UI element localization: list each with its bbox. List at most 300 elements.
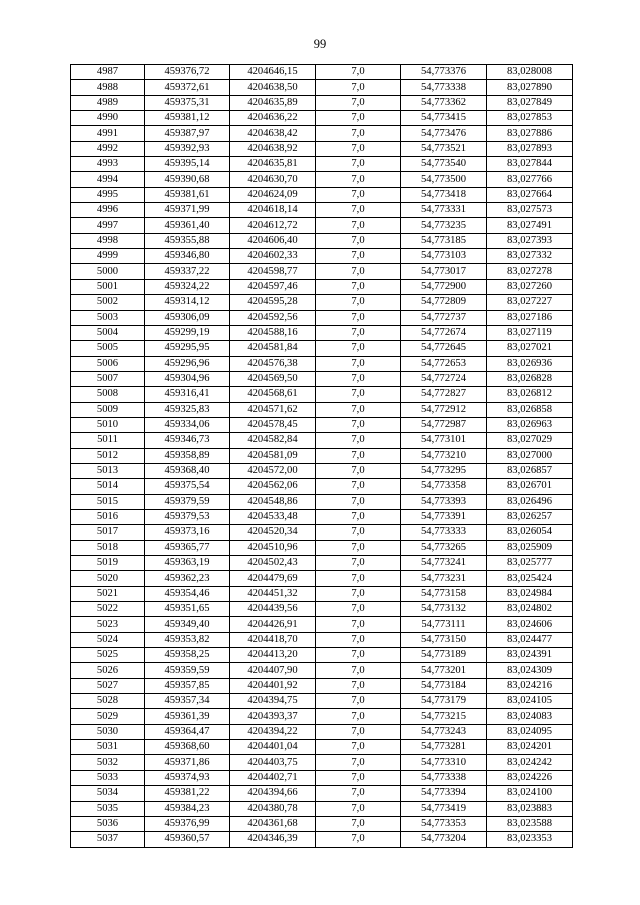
y-coordinate-cell: 4204597,46 bbox=[230, 279, 316, 294]
y-coordinate-cell: 4204502,43 bbox=[230, 556, 316, 571]
height-cell: 7,0 bbox=[316, 602, 401, 617]
y-coordinate-cell: 4204568,61 bbox=[230, 387, 316, 402]
latitude-cell: 54,773376 bbox=[401, 65, 487, 80]
y-coordinate-cell: 4204394,22 bbox=[230, 724, 316, 739]
longitude-cell: 83,024242 bbox=[487, 755, 573, 770]
point-number-cell: 5004 bbox=[71, 325, 145, 340]
y-coordinate-cell: 4204578,45 bbox=[230, 417, 316, 432]
table-row bbox=[71, 172, 573, 187]
longitude-cell: 83,024391 bbox=[487, 648, 573, 663]
height-cell: 7,0 bbox=[316, 709, 401, 724]
latitude-cell: 54,773241 bbox=[401, 556, 487, 571]
table-row bbox=[71, 356, 573, 371]
table-row bbox=[71, 249, 573, 264]
longitude-cell: 83,024984 bbox=[487, 586, 573, 601]
height-cell: 7,0 bbox=[316, 770, 401, 785]
point-number-cell: 5003 bbox=[71, 310, 145, 325]
x-coordinate-cell: 459346,80 bbox=[145, 249, 230, 264]
latitude-cell: 54,773103 bbox=[401, 249, 487, 264]
y-coordinate-cell: 4204418,70 bbox=[230, 632, 316, 647]
longitude-cell: 83,026701 bbox=[487, 479, 573, 494]
longitude-cell: 83,027119 bbox=[487, 325, 573, 340]
latitude-cell: 54,773419 bbox=[401, 801, 487, 816]
point-number-cell: 5010 bbox=[71, 417, 145, 432]
table-row bbox=[71, 233, 573, 248]
x-coordinate-cell: 459384,23 bbox=[145, 801, 230, 816]
height-cell: 7,0 bbox=[316, 187, 401, 202]
height-cell: 7,0 bbox=[316, 571, 401, 586]
x-coordinate-cell: 459375,31 bbox=[145, 95, 230, 110]
y-coordinate-cell: 4204571,62 bbox=[230, 402, 316, 417]
y-coordinate-cell: 4204635,89 bbox=[230, 95, 316, 110]
table-row bbox=[71, 816, 573, 831]
height-cell: 7,0 bbox=[316, 525, 401, 540]
y-coordinate-cell: 4204394,75 bbox=[230, 694, 316, 709]
point-number-cell: 5005 bbox=[71, 341, 145, 356]
latitude-cell: 54,773338 bbox=[401, 80, 487, 95]
x-coordinate-cell: 459376,72 bbox=[145, 65, 230, 80]
height-cell: 7,0 bbox=[316, 632, 401, 647]
table-row bbox=[71, 80, 573, 95]
table-row bbox=[71, 157, 573, 172]
y-coordinate-cell: 4204401,92 bbox=[230, 678, 316, 693]
x-coordinate-cell: 459357,85 bbox=[145, 678, 230, 693]
point-number-cell: 5011 bbox=[71, 433, 145, 448]
height-cell: 7,0 bbox=[316, 126, 401, 141]
table-row bbox=[71, 371, 573, 386]
height-cell: 7,0 bbox=[316, 80, 401, 95]
table-row bbox=[71, 586, 573, 601]
table-row bbox=[71, 387, 573, 402]
x-coordinate-cell: 459355,88 bbox=[145, 233, 230, 248]
longitude-cell: 83,027664 bbox=[487, 187, 573, 202]
point-number-cell: 4992 bbox=[71, 141, 145, 156]
y-coordinate-cell: 4204592,56 bbox=[230, 310, 316, 325]
table-row bbox=[71, 724, 573, 739]
point-number-cell: 5006 bbox=[71, 356, 145, 371]
longitude-cell: 83,026963 bbox=[487, 417, 573, 432]
x-coordinate-cell: 459324,22 bbox=[145, 279, 230, 294]
table-row bbox=[71, 402, 573, 417]
height-cell: 7,0 bbox=[316, 402, 401, 417]
point-number-cell: 5026 bbox=[71, 663, 145, 678]
table-row bbox=[71, 740, 573, 755]
x-coordinate-cell: 459353,82 bbox=[145, 632, 230, 647]
latitude-cell: 54,773189 bbox=[401, 648, 487, 663]
y-coordinate-cell: 4204380,78 bbox=[230, 801, 316, 816]
longitude-cell: 83,027227 bbox=[487, 295, 573, 310]
y-coordinate-cell: 4204582,84 bbox=[230, 433, 316, 448]
longitude-cell: 83,027260 bbox=[487, 279, 573, 294]
x-coordinate-cell: 459371,99 bbox=[145, 203, 230, 218]
x-coordinate-cell: 459361,40 bbox=[145, 218, 230, 233]
latitude-cell: 54,773310 bbox=[401, 755, 487, 770]
point-number-cell: 5036 bbox=[71, 816, 145, 831]
x-coordinate-cell: 459379,59 bbox=[145, 494, 230, 509]
point-number-cell: 5027 bbox=[71, 678, 145, 693]
point-number-cell: 5013 bbox=[71, 463, 145, 478]
latitude-cell: 54,773215 bbox=[401, 709, 487, 724]
height-cell: 7,0 bbox=[316, 556, 401, 571]
point-number-cell: 5023 bbox=[71, 617, 145, 632]
x-coordinate-cell: 459373,16 bbox=[145, 525, 230, 540]
table-row bbox=[71, 770, 573, 785]
latitude-cell: 54,773150 bbox=[401, 632, 487, 647]
latitude-cell: 54,773362 bbox=[401, 95, 487, 110]
latitude-cell: 54,773353 bbox=[401, 816, 487, 831]
longitude-cell: 83,026812 bbox=[487, 387, 573, 402]
x-coordinate-cell: 459360,57 bbox=[145, 832, 230, 847]
x-coordinate-cell: 459364,47 bbox=[145, 724, 230, 739]
point-number-cell: 4998 bbox=[71, 233, 145, 248]
longitude-cell: 83,024105 bbox=[487, 694, 573, 709]
latitude-cell: 54,773243 bbox=[401, 724, 487, 739]
height-cell: 7,0 bbox=[316, 540, 401, 555]
latitude-cell: 54,773295 bbox=[401, 463, 487, 478]
x-coordinate-cell: 459361,39 bbox=[145, 709, 230, 724]
table-row bbox=[71, 203, 573, 218]
point-number-cell: 5030 bbox=[71, 724, 145, 739]
x-coordinate-cell: 459376,99 bbox=[145, 816, 230, 831]
x-coordinate-cell: 459381,12 bbox=[145, 111, 230, 126]
x-coordinate-cell: 459375,54 bbox=[145, 479, 230, 494]
longitude-cell: 83,027849 bbox=[487, 95, 573, 110]
longitude-cell: 83,027393 bbox=[487, 233, 573, 248]
longitude-cell: 83,028008 bbox=[487, 65, 573, 80]
x-coordinate-cell: 459365,77 bbox=[145, 540, 230, 555]
table-row bbox=[71, 218, 573, 233]
latitude-cell: 54,773476 bbox=[401, 126, 487, 141]
y-coordinate-cell: 4204533,48 bbox=[230, 509, 316, 524]
table-row bbox=[71, 525, 573, 540]
table-row bbox=[71, 556, 573, 571]
y-coordinate-cell: 4204402,71 bbox=[230, 770, 316, 785]
latitude-cell: 54,773418 bbox=[401, 187, 487, 202]
longitude-cell: 83,023353 bbox=[487, 832, 573, 847]
point-number-cell: 4993 bbox=[71, 157, 145, 172]
latitude-cell: 54,772645 bbox=[401, 341, 487, 356]
y-coordinate-cell: 4204572,00 bbox=[230, 463, 316, 478]
point-number-cell: 5033 bbox=[71, 770, 145, 785]
point-number-cell: 4996 bbox=[71, 203, 145, 218]
height-cell: 7,0 bbox=[316, 417, 401, 432]
table-row bbox=[71, 479, 573, 494]
height-cell: 7,0 bbox=[316, 387, 401, 402]
latitude-cell: 54,773111 bbox=[401, 617, 487, 632]
latitude-cell: 54,773333 bbox=[401, 525, 487, 540]
latitude-cell: 54,772900 bbox=[401, 279, 487, 294]
longitude-cell: 83,027491 bbox=[487, 218, 573, 233]
height-cell: 7,0 bbox=[316, 295, 401, 310]
height-cell: 7,0 bbox=[316, 249, 401, 264]
y-coordinate-cell: 4204401,04 bbox=[230, 740, 316, 755]
y-coordinate-cell: 4204346,39 bbox=[230, 832, 316, 847]
y-coordinate-cell: 4204595,28 bbox=[230, 295, 316, 310]
y-coordinate-cell: 4204581,09 bbox=[230, 448, 316, 463]
x-coordinate-cell: 459334,06 bbox=[145, 417, 230, 432]
table-row bbox=[71, 310, 573, 325]
y-coordinate-cell: 4204646,15 bbox=[230, 65, 316, 80]
latitude-cell: 54,772987 bbox=[401, 417, 487, 432]
table-row bbox=[71, 111, 573, 126]
table-row bbox=[71, 494, 573, 509]
latitude-cell: 54,772827 bbox=[401, 387, 487, 402]
point-number-cell: 5019 bbox=[71, 556, 145, 571]
longitude-cell: 83,023883 bbox=[487, 801, 573, 816]
height-cell: 7,0 bbox=[316, 65, 401, 80]
height-cell: 7,0 bbox=[316, 663, 401, 678]
y-coordinate-cell: 4204426,91 bbox=[230, 617, 316, 632]
x-coordinate-cell: 459371,86 bbox=[145, 755, 230, 770]
x-coordinate-cell: 459299,19 bbox=[145, 325, 230, 340]
table-row bbox=[71, 663, 573, 678]
latitude-cell: 54,773540 bbox=[401, 157, 487, 172]
longitude-cell: 83,026054 bbox=[487, 525, 573, 540]
longitude-cell: 83,024216 bbox=[487, 678, 573, 693]
y-coordinate-cell: 4204624,09 bbox=[230, 187, 316, 202]
table-row bbox=[71, 694, 573, 709]
point-number-cell: 5024 bbox=[71, 632, 145, 647]
point-number-cell: 5034 bbox=[71, 786, 145, 801]
latitude-cell: 54,773281 bbox=[401, 740, 487, 755]
y-coordinate-cell: 4204520,34 bbox=[230, 525, 316, 540]
y-coordinate-cell: 4204510,96 bbox=[230, 540, 316, 555]
point-number-cell: 4999 bbox=[71, 249, 145, 264]
longitude-cell: 83,027278 bbox=[487, 264, 573, 279]
latitude-cell: 54,773132 bbox=[401, 602, 487, 617]
point-number-cell: 5021 bbox=[71, 586, 145, 601]
x-coordinate-cell: 459357,34 bbox=[145, 694, 230, 709]
x-coordinate-cell: 459368,60 bbox=[145, 740, 230, 755]
height-cell: 7,0 bbox=[316, 448, 401, 463]
latitude-cell: 54,773235 bbox=[401, 218, 487, 233]
latitude-cell: 54,773231 bbox=[401, 571, 487, 586]
longitude-cell: 83,024100 bbox=[487, 786, 573, 801]
height-cell: 7,0 bbox=[316, 203, 401, 218]
latitude-cell: 54,773358 bbox=[401, 479, 487, 494]
y-coordinate-cell: 4204638,50 bbox=[230, 80, 316, 95]
height-cell: 7,0 bbox=[316, 479, 401, 494]
latitude-cell: 54,773179 bbox=[401, 694, 487, 709]
longitude-cell: 83,025777 bbox=[487, 556, 573, 571]
longitude-cell: 83,027844 bbox=[487, 157, 573, 172]
longitude-cell: 83,027029 bbox=[487, 433, 573, 448]
longitude-cell: 83,024201 bbox=[487, 740, 573, 755]
x-coordinate-cell: 459395,14 bbox=[145, 157, 230, 172]
y-coordinate-cell: 4204479,69 bbox=[230, 571, 316, 586]
table-row bbox=[71, 141, 573, 156]
table-row bbox=[71, 801, 573, 816]
y-coordinate-cell: 4204635,81 bbox=[230, 157, 316, 172]
height-cell: 7,0 bbox=[316, 801, 401, 816]
y-coordinate-cell: 4204562,06 bbox=[230, 479, 316, 494]
height-cell: 7,0 bbox=[316, 279, 401, 294]
page-number: 99 bbox=[313, 37, 327, 51]
point-number-cell: 5018 bbox=[71, 540, 145, 555]
height-cell: 7,0 bbox=[316, 617, 401, 632]
longitude-cell: 83,025909 bbox=[487, 540, 573, 555]
point-number-cell: 5025 bbox=[71, 648, 145, 663]
point-number-cell: 4995 bbox=[71, 187, 145, 202]
table-row bbox=[71, 448, 573, 463]
x-coordinate-cell: 459346,73 bbox=[145, 433, 230, 448]
point-number-cell: 5001 bbox=[71, 279, 145, 294]
x-coordinate-cell: 459358,25 bbox=[145, 648, 230, 663]
point-number-cell: 4997 bbox=[71, 218, 145, 233]
point-number-cell: 5031 bbox=[71, 740, 145, 755]
longitude-cell: 83,026858 bbox=[487, 402, 573, 417]
table-row bbox=[71, 617, 573, 632]
table-row bbox=[71, 786, 573, 801]
point-number-cell: 5014 bbox=[71, 479, 145, 494]
table-row bbox=[71, 187, 573, 202]
latitude-cell: 54,773185 bbox=[401, 233, 487, 248]
longitude-cell: 83,027890 bbox=[487, 80, 573, 95]
height-cell: 7,0 bbox=[316, 325, 401, 340]
y-coordinate-cell: 4204612,72 bbox=[230, 218, 316, 233]
y-coordinate-cell: 4204638,92 bbox=[230, 141, 316, 156]
point-number-cell: 4987 bbox=[71, 65, 145, 80]
longitude-cell: 83,025424 bbox=[487, 571, 573, 586]
latitude-cell: 54,773521 bbox=[401, 141, 487, 156]
longitude-cell: 83,026857 bbox=[487, 463, 573, 478]
height-cell: 7,0 bbox=[316, 724, 401, 739]
x-coordinate-cell: 459381,61 bbox=[145, 187, 230, 202]
height-cell: 7,0 bbox=[316, 832, 401, 847]
height-cell: 7,0 bbox=[316, 494, 401, 509]
height-cell: 7,0 bbox=[316, 341, 401, 356]
latitude-cell: 54,772809 bbox=[401, 295, 487, 310]
latitude-cell: 54,773393 bbox=[401, 494, 487, 509]
point-number-cell: 5020 bbox=[71, 571, 145, 586]
longitude-cell: 83,027021 bbox=[487, 341, 573, 356]
x-coordinate-cell: 459337,22 bbox=[145, 264, 230, 279]
coordinates-table-body bbox=[71, 65, 573, 848]
point-number-cell: 5016 bbox=[71, 509, 145, 524]
longitude-cell: 83,027573 bbox=[487, 203, 573, 218]
latitude-cell: 54,773415 bbox=[401, 111, 487, 126]
table-row bbox=[71, 571, 573, 586]
table-row bbox=[71, 709, 573, 724]
y-coordinate-cell: 4204581,84 bbox=[230, 341, 316, 356]
height-cell: 7,0 bbox=[316, 509, 401, 524]
y-coordinate-cell: 4204598,77 bbox=[230, 264, 316, 279]
x-coordinate-cell: 459304,96 bbox=[145, 371, 230, 386]
y-coordinate-cell: 4204361,68 bbox=[230, 816, 316, 831]
height-cell: 7,0 bbox=[316, 463, 401, 478]
point-number-cell: 5009 bbox=[71, 402, 145, 417]
latitude-cell: 54,773500 bbox=[401, 172, 487, 187]
latitude-cell: 54,773331 bbox=[401, 203, 487, 218]
x-coordinate-cell: 459351,65 bbox=[145, 602, 230, 617]
height-cell: 7,0 bbox=[316, 95, 401, 110]
height-cell: 7,0 bbox=[316, 648, 401, 663]
y-coordinate-cell: 4204602,33 bbox=[230, 249, 316, 264]
point-number-cell: 5029 bbox=[71, 709, 145, 724]
point-number-cell: 5017 bbox=[71, 525, 145, 540]
table-row bbox=[71, 433, 573, 448]
x-coordinate-cell: 459314,12 bbox=[145, 295, 230, 310]
table-row bbox=[71, 648, 573, 663]
longitude-cell: 83,027186 bbox=[487, 310, 573, 325]
table-row bbox=[71, 509, 573, 524]
latitude-cell: 54,773338 bbox=[401, 770, 487, 785]
y-coordinate-cell: 4204576,38 bbox=[230, 356, 316, 371]
x-coordinate-cell: 459316,41 bbox=[145, 387, 230, 402]
longitude-cell: 83,026496 bbox=[487, 494, 573, 509]
latitude-cell: 54,773210 bbox=[401, 448, 487, 463]
coordinates-table bbox=[70, 64, 573, 848]
height-cell: 7,0 bbox=[316, 141, 401, 156]
height-cell: 7,0 bbox=[316, 157, 401, 172]
y-coordinate-cell: 4204630,70 bbox=[230, 172, 316, 187]
point-number-cell: 4990 bbox=[71, 111, 145, 126]
height-cell: 7,0 bbox=[316, 740, 401, 755]
y-coordinate-cell: 4204636,22 bbox=[230, 111, 316, 126]
height-cell: 7,0 bbox=[316, 586, 401, 601]
height-cell: 7,0 bbox=[316, 218, 401, 233]
height-cell: 7,0 bbox=[316, 694, 401, 709]
longitude-cell: 83,026257 bbox=[487, 509, 573, 524]
latitude-cell: 54,772737 bbox=[401, 310, 487, 325]
y-coordinate-cell: 4204403,75 bbox=[230, 755, 316, 770]
height-cell: 7,0 bbox=[316, 111, 401, 126]
height-cell: 7,0 bbox=[316, 786, 401, 801]
table-row bbox=[71, 341, 573, 356]
x-coordinate-cell: 459325,83 bbox=[145, 402, 230, 417]
point-number-cell: 4991 bbox=[71, 126, 145, 141]
y-coordinate-cell: 4204569,50 bbox=[230, 371, 316, 386]
latitude-cell: 54,772724 bbox=[401, 371, 487, 386]
table-row bbox=[71, 279, 573, 294]
x-coordinate-cell: 459379,53 bbox=[145, 509, 230, 524]
x-coordinate-cell: 459306,09 bbox=[145, 310, 230, 325]
x-coordinate-cell: 459372,61 bbox=[145, 80, 230, 95]
table-row bbox=[71, 463, 573, 478]
latitude-cell: 54,773201 bbox=[401, 663, 487, 678]
height-cell: 7,0 bbox=[316, 233, 401, 248]
x-coordinate-cell: 459359,59 bbox=[145, 663, 230, 678]
height-cell: 7,0 bbox=[316, 678, 401, 693]
latitude-cell: 54,773101 bbox=[401, 433, 487, 448]
latitude-cell: 54,772653 bbox=[401, 356, 487, 371]
latitude-cell: 54,773394 bbox=[401, 786, 487, 801]
y-coordinate-cell: 4204393,37 bbox=[230, 709, 316, 724]
longitude-cell: 83,027766 bbox=[487, 172, 573, 187]
height-cell: 7,0 bbox=[316, 816, 401, 831]
longitude-cell: 83,024606 bbox=[487, 617, 573, 632]
y-coordinate-cell: 4204413,20 bbox=[230, 648, 316, 663]
y-coordinate-cell: 4204439,56 bbox=[230, 602, 316, 617]
x-coordinate-cell: 459363,19 bbox=[145, 556, 230, 571]
latitude-cell: 54,773265 bbox=[401, 540, 487, 555]
point-number-cell: 4994 bbox=[71, 172, 145, 187]
table-row bbox=[71, 65, 573, 80]
longitude-cell: 83,027893 bbox=[487, 141, 573, 156]
table-row bbox=[71, 417, 573, 432]
height-cell: 7,0 bbox=[316, 755, 401, 770]
point-number-cell: 4989 bbox=[71, 95, 145, 110]
latitude-cell: 54,773017 bbox=[401, 264, 487, 279]
height-cell: 7,0 bbox=[316, 356, 401, 371]
table-row bbox=[71, 632, 573, 647]
point-number-cell: 5015 bbox=[71, 494, 145, 509]
x-coordinate-cell: 459387,97 bbox=[145, 126, 230, 141]
y-coordinate-cell: 4204606,40 bbox=[230, 233, 316, 248]
point-number-cell: 5002 bbox=[71, 295, 145, 310]
longitude-cell: 83,027886 bbox=[487, 126, 573, 141]
table-row bbox=[71, 602, 573, 617]
